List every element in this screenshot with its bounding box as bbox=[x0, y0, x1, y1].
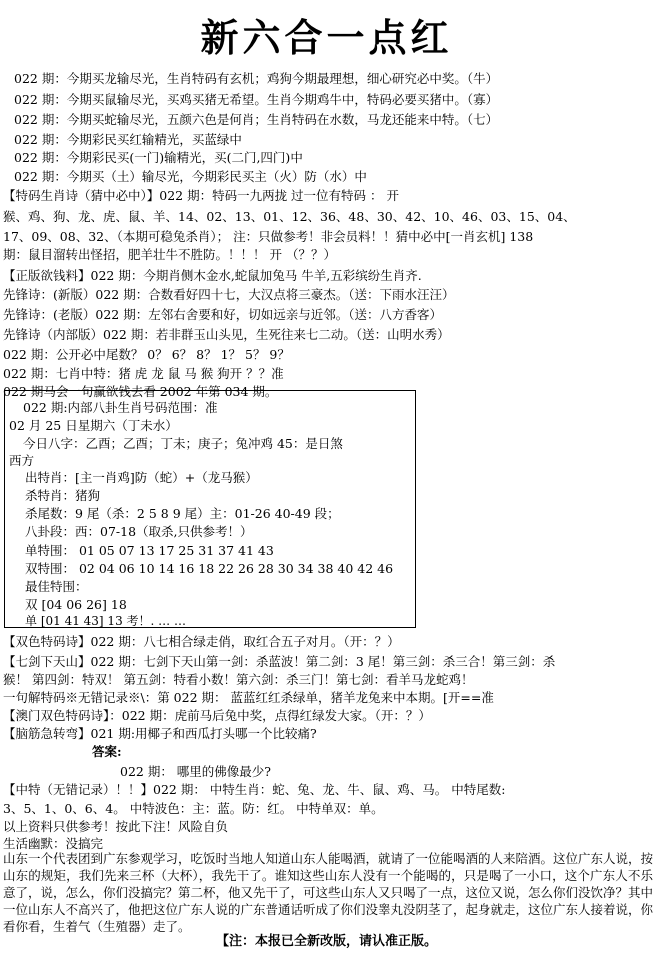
bagua-box bbox=[4, 390, 416, 628]
prediction-line-5: 022 期：今期彩民买(一门)输精光，买(二门,四门)中 bbox=[14, 150, 303, 165]
prediction-line-6: 022 期：今期买（土）输尽光，今期彩民买主（火）防（水）中 bbox=[14, 169, 367, 184]
riddle-line: 【脑筋急转弯】021 期:用椰子和西瓜打头哪一个比较痛? bbox=[3, 726, 317, 741]
prediction-line-1: 022 期：今期买龙输尽光，生肖特码有玄机；鸡狗今期最理想，细心研究必中奖。（牛） bbox=[14, 71, 499, 86]
zhongte-line-1: 【中特（无错记录）！！】022 期： 中特生肖：蛇、兔、龙、牛、鼠、鸡、马。 中特尾数: bbox=[3, 782, 506, 797]
footer-note: 【注：本报已全新改版，请认准正版。 bbox=[215, 934, 437, 949]
box-best-double: 双 [04 06 26] 18 bbox=[25, 597, 127, 612]
box-bagua: 八卦段：西：07-18（取杀,只供参考！） bbox=[25, 524, 253, 539]
box-shuangte: 双特围： 02 04 06 10 14 16 18 22 26 28 30 34 38 40 42 46 bbox=[25, 561, 394, 576]
box-chute: 出特肖：[主一肖鸡]防（蛇）+（龙马猴） bbox=[25, 470, 258, 485]
shuangse-line: 【双色特码诗】022 期：八七相合绿走俏，取红合五子对月。（开：？） bbox=[3, 634, 400, 649]
xianfeng-new-line: 先锋诗：(新版）022 期：合数看好四十七，大汉点将三豪杰。（送：下雨水汪汪） bbox=[3, 287, 455, 302]
prediction-line-2: 022 期：今期买鼠输尽光，买鸡买猪无希望。生肖今期鸡牛中，特码必要买猪中。（寡） bbox=[14, 92, 499, 107]
yiju-line: 一句解特码※无错记录※\：第 022 期： 蓝蓝红红杀绿单，猪羊龙兔来中本期。[开==准 bbox=[3, 690, 494, 705]
tail-number-line: 022 期：公开必中尾数？ 0？ 6？ 8？ 1？ 5？ 9？ bbox=[3, 347, 290, 362]
box-bazi: 今日八字：乙酉；乙酉；丁未；庚子；兔冲鸡 45：是日煞 bbox=[23, 436, 343, 451]
zhengban-line: 【正版欲钱料】022 期：今期肖侧木金水,蛇鼠加兔马 牛羊,五彩缤纷生肖齐. bbox=[3, 268, 422, 283]
page-title: 新六合一点红 bbox=[200, 15, 453, 60]
poem-section-header: 【特码生肖诗（猜中必中）】022 期：特码一九两拢 过一位有特码 ： 开 bbox=[3, 188, 400, 203]
story-heading: 生活幽默：没搞完 bbox=[3, 836, 104, 851]
box-best-single: 单 [01 41 43] 13 考！. … … bbox=[25, 614, 186, 628]
poem-section-numbers-1: 猴、鸡、狗、龙、虎、鼠、羊、14、02、13、01、12、36、48、30、42、10、46、03、15、04、 bbox=[3, 209, 576, 224]
riddle-answer-label: 答案: bbox=[92, 744, 122, 759]
prediction-line-3: 022 期：今期买蛇输尽光，五颜六色是何肖；生肖特码在水数，马龙还能来中特。（七） bbox=[14, 112, 499, 127]
poem-section-verse: 期：鼠目溜转出怪招，肥羊壮牛不胜防。！！！ 开 （？？） bbox=[3, 247, 336, 262]
box-shate: 杀特肖：猪狗 bbox=[25, 488, 101, 503]
box-title: 022 期:内部八卦生肖号码范围：准 bbox=[23, 400, 218, 415]
mahui-line: 022 期马会一句赢欲钱去看 2002 年第 034 期。 bbox=[3, 384, 278, 399]
box-best-label: 最佳特围： bbox=[25, 579, 88, 594]
disclaimer-line: 以上资料只供参考！按此下注！风险自负 bbox=[3, 819, 229, 834]
qijian-line-2: 猴！ 第四剑：特双！ 第五剑：特看小数！第六剑：杀三门！第七剑：看羊马龙蛇鸡！ bbox=[3, 672, 474, 687]
zhongte-line-2: 3、5、1、0、6、4。 中特波色：主：蓝。防：红。 中特单双：单。 bbox=[3, 801, 384, 816]
seven-zodiac-line: 022 期：七肖中特：猪 虎 龙 鼠 马 猴 狗开 ？？准 bbox=[3, 366, 284, 381]
box-shawei: 杀尾数：9 尾（杀：2 5 8 9 尾）主：01-26 40-49 段； bbox=[25, 506, 340, 521]
aomen-line: 【澳门双色特码诗】：022 期：虎前马后兔中奖，点得红绿发大家。（开：？） bbox=[3, 708, 431, 723]
box-date: 02 月 25 日星期六（丁未水） bbox=[9, 418, 178, 433]
xianfeng-internal-line: 先锋诗（内部版）022 期：若非群玉山头见，生死往来七二动。（送：山明水秀） bbox=[3, 327, 450, 342]
xianfeng-old-line: 先锋诗：(老版）022 期：左邻右舍要和好，切如远亲与近邻。（送：八方香客） bbox=[3, 307, 442, 322]
prediction-line-4: 022 期：今期彩民买红输精光，买蓝绿中 bbox=[14, 132, 242, 147]
story-body: 山东一个代表团到广东参观学习，吃饭时当地人知道山东人能喝酒，就请了一位能喝酒的人来陪酒。这位广东人说，按山东的规矩，我们先来三杯（大杯），我先干了。谁知这些山东人没有一个能喝的，只是喝了一小口，这个广东人不乐意了，说，怎么，你们没搞完？第二杯，他又先干了，可这些山东人又只喝了一点，这位又说，怎么你们没饮净？其中一位山东人不高兴了，他把这位广东人说的广东普通话听成了你们没睾丸没阴茎了，起身就走，这位广东人接着说，你看你看，生着气（生殖器）走了。 bbox=[3, 851, 653, 934]
box-dante: 单特围： 01 05 07 13 17 25 31 37 41 43 bbox=[25, 543, 274, 558]
box-bazi-cont: 西方 bbox=[9, 453, 35, 468]
riddle-question: 022 期： 哪里的佛像最少? bbox=[120, 764, 272, 779]
qijian-line-1: 【七剑下天山】022 期：七剑下天山第一剑：杀蓝波！第二剑：3 尾！第三剑：杀三合！第三剑：杀 bbox=[3, 654, 556, 669]
poem-section-numbers-2: 17、09、08、32、（本期可稳兔杀肖）； 注：只做参考！非会员料！！猜中必中[一肖玄机] 138 bbox=[3, 229, 534, 244]
